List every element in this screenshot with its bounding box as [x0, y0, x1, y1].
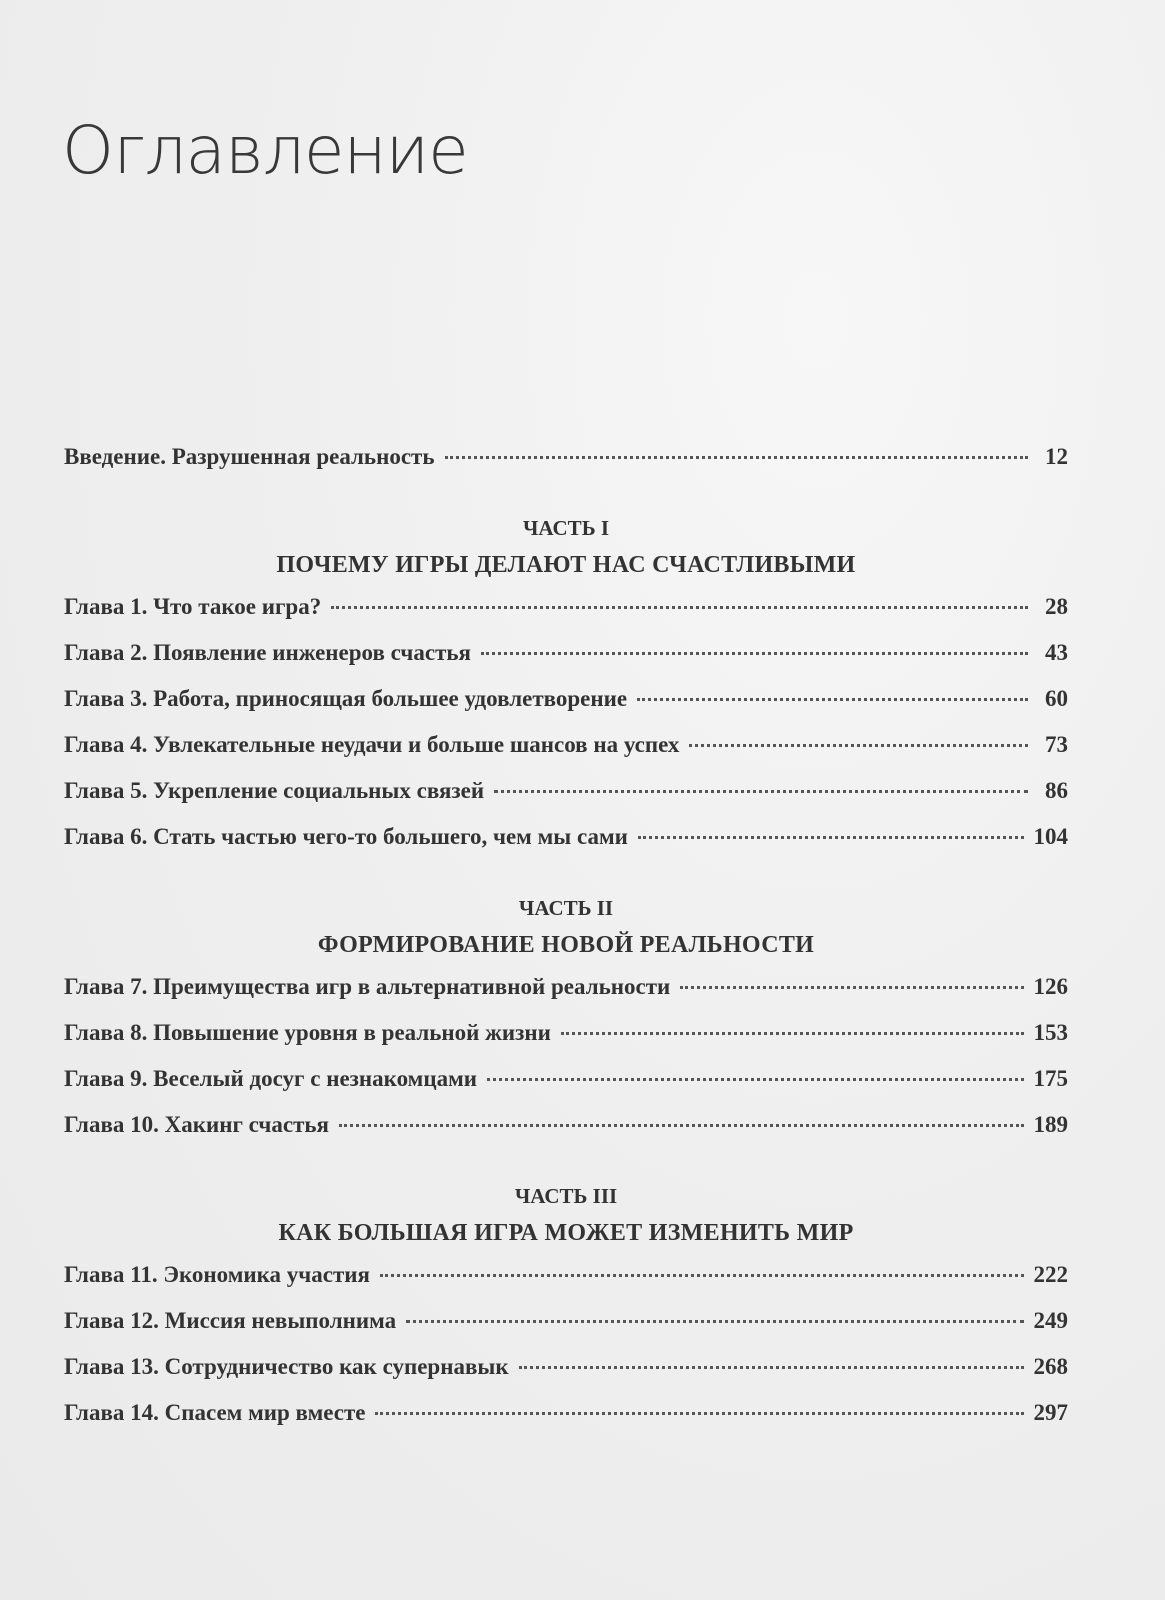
- toc-page-number: 268: [1033, 1354, 1068, 1379]
- toc-page-number: 249: [1033, 1308, 1068, 1333]
- toc-page-number: 153: [1033, 1020, 1068, 1045]
- part-heading-2: [64, 890, 1068, 964]
- table-of-contents: [64, 444, 1068, 1446]
- part-heading-3: [64, 1178, 1068, 1252]
- toc-page-number: 73: [1045, 732, 1068, 757]
- toc-entry-label: Глава 1. Что такое игра?: [64, 594, 322, 619]
- dot-leader: [481, 652, 1028, 655]
- toc-entry-chapter-2[interactable]: [64, 640, 1068, 686]
- toc-entry-intro[interactable]: [64, 444, 1068, 490]
- toc-entry-label: Глава 5. Укрепление социальных связей: [64, 778, 485, 803]
- toc-page-number: 60: [1045, 686, 1068, 711]
- toc-entry-chapter-1[interactable]: [64, 594, 1068, 640]
- toc-entry-label: Глава 12. Миссия невыполнима: [64, 1308, 397, 1333]
- toc-entry-label: Глава 11. Экономика участия: [64, 1262, 370, 1287]
- toc-entry-chapter-10[interactable]: [64, 1112, 1068, 1158]
- dot-leader: [487, 1078, 1023, 1081]
- toc-page-number: 126: [1033, 974, 1068, 999]
- dot-leader: [689, 744, 1028, 747]
- toc-page-number: 297: [1033, 1400, 1068, 1425]
- dot-leader: [406, 1320, 1023, 1323]
- toc-entry-chapter-13[interactable]: [64, 1354, 1068, 1400]
- toc-page-number: 222: [1033, 1262, 1068, 1287]
- toc-entry-label: Глава 2. Появление инженеров счастья: [64, 640, 471, 665]
- toc-entry-chapter-7[interactable]: [64, 974, 1068, 1020]
- dot-leader: [375, 1412, 1023, 1415]
- dot-leader: [380, 1274, 1024, 1277]
- dot-leader: [637, 698, 1028, 701]
- toc-entry-label: Глава 13. Сотрудничество как супернавык: [64, 1354, 509, 1379]
- dot-leader: [561, 1032, 1024, 1035]
- dot-leader: [331, 606, 1028, 609]
- toc-page-number: 86: [1045, 778, 1068, 803]
- toc-entry-chapter-9[interactable]: [64, 1066, 1068, 1112]
- toc-entry-label: Глава 7. Преимущества игр в альтернативной реальности: [64, 974, 671, 999]
- page-title: Оглавление: [62, 112, 468, 189]
- toc-entry-label: Глава 3. Работа, приносящая большее удовлетворение: [64, 686, 628, 711]
- toc-entry-chapter-3[interactable]: [64, 686, 1068, 732]
- part-title: КАК БОЛЬШАЯ ИГРА МОЖЕТ ИЗМЕНИТЬ МИР: [278, 1220, 854, 1246]
- toc-page-number: 12: [1045, 444, 1068, 469]
- part-number: ЧАСТЬ III: [514, 1184, 618, 1208]
- toc-entry-label: Введение. Разрушенная реальность: [64, 444, 435, 469]
- toc-entry-chapter-12[interactable]: [64, 1308, 1068, 1354]
- dot-leader: [339, 1124, 1023, 1127]
- toc-entry-chapter-5[interactable]: [64, 778, 1068, 824]
- toc-page-number: 175: [1033, 1066, 1068, 1091]
- part-title: ПОЧЕМУ ИГРЫ ДЕЛАЮТ НАС СЧАСТЛИВЫМИ: [276, 552, 856, 578]
- dot-leader: [519, 1366, 1024, 1369]
- toc-entry-label: Глава 14. Спасем мир вместе: [64, 1400, 366, 1425]
- dot-leader: [445, 456, 1028, 459]
- toc-entry-label: Глава 8. Повышение уровня в реальной жизни: [64, 1020, 551, 1045]
- toc-page-number: 28: [1045, 594, 1068, 619]
- toc-entry-label: Глава 10. Хакинг счастья: [64, 1112, 330, 1137]
- toc-page-number: 104: [1033, 824, 1068, 849]
- toc-entry-chapter-4[interactable]: [64, 732, 1068, 778]
- toc-entry-label: Глава 9. Веселый досуг с незнакомцами: [64, 1066, 478, 1091]
- part-title: ФОРМИРОВАНИЕ НОВОЙ РЕАЛЬНОСТИ: [317, 932, 815, 958]
- part-heading-1: [64, 510, 1068, 584]
- toc-page-number: 43: [1045, 640, 1068, 665]
- dot-leader: [680, 986, 1023, 989]
- part-number: ЧАСТЬ I: [522, 516, 609, 540]
- toc-entry-label: Глава 6. Стать частью чего-то большего, чем мы сами: [64, 824, 628, 849]
- toc-page-number: 189: [1033, 1112, 1068, 1137]
- dot-leader: [494, 790, 1028, 793]
- toc-entry-chapter-14[interactable]: [64, 1400, 1068, 1446]
- toc-entry-chapter-6[interactable]: [64, 824, 1068, 870]
- toc-entry-label: Глава 4. Увлекательные неудачи и больше шансов на успех: [64, 732, 680, 757]
- toc-entry-chapter-8[interactable]: [64, 1020, 1068, 1066]
- toc-entry-chapter-11[interactable]: [64, 1262, 1068, 1308]
- dot-leader: [638, 836, 1024, 839]
- part-number: ЧАСТЬ II: [518, 896, 614, 920]
